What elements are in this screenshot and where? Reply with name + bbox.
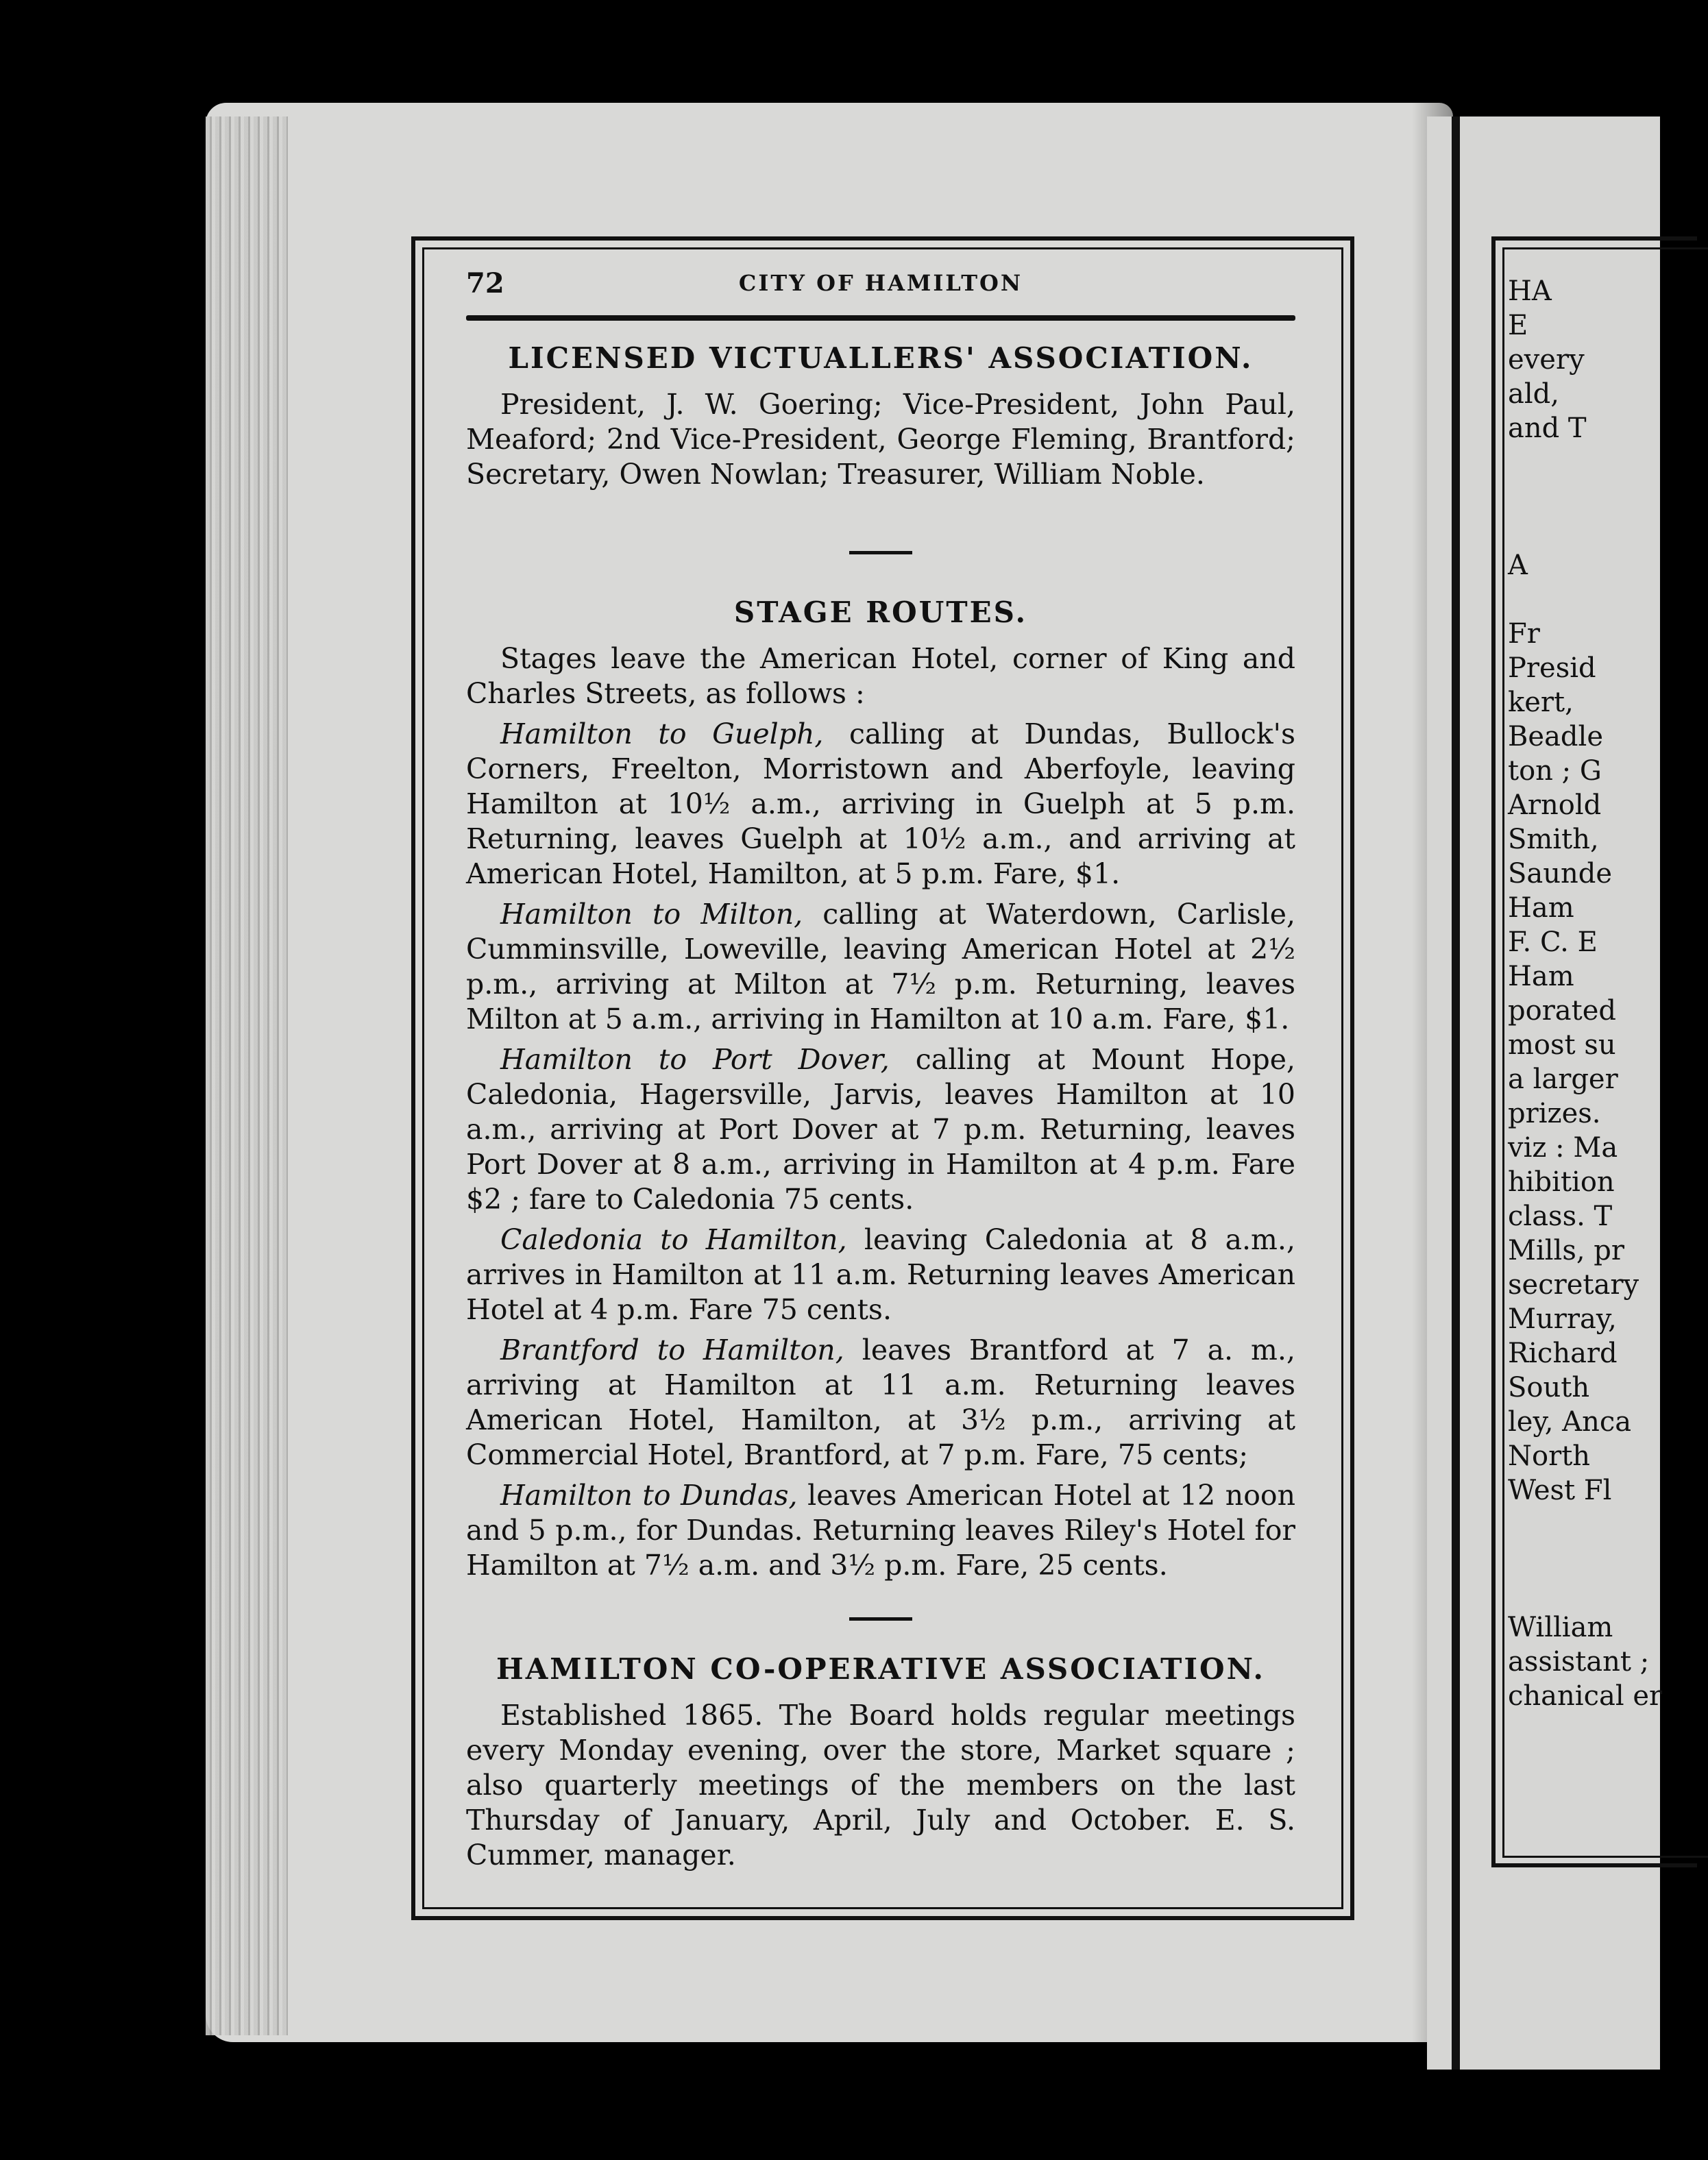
route-entry <box>466 1333 1295 1473</box>
page-edges <box>206 116 288 2035</box>
route-text: calling at Dundas, Bullock's Corners, Freelton, Morristown and Aberfoyle, leaving Hamilton at 10½ a.m., arriving in Guelph at 5 p.m. Returning, leaves Guelph at 10½ a.m., and arriving at American Hotel, Hamilton, at 5 p.m. Fare, $1. <box>466 717 1295 890</box>
facing-line: Presid <box>1508 652 1596 684</box>
facing-line: assistant ; <box>1508 1646 1650 1678</box>
facing-line: Smith, <box>1508 824 1599 855</box>
facing-line: Beadle <box>1508 721 1603 752</box>
section-body: President, J. W. Goering; Vice-President, John Paul, Meaford; 2nd Vice-President, George Fleming, Brantford; Secretary, Owen Nowlan; Treasurer, William Noble. <box>466 388 1295 491</box>
route-text: leaving Caledonia at 8 a.m., arrives in Hamilton at 11 a.m. Returning leaves American Hotel at 4 p.m. Fare 75 cents. <box>466 1223 1295 1326</box>
facing-line <box>1508 582 1659 617</box>
facing-line: A <box>1508 550 1528 581</box>
facing-line: West Fl <box>1508 1475 1612 1506</box>
facing-line: ald, <box>1508 378 1559 410</box>
route-entry <box>466 1223 1295 1327</box>
running-head <box>466 267 1295 306</box>
facing-line: porated <box>1508 995 1617 1027</box>
route-entry <box>466 897 1295 1037</box>
facing-line: Ham <box>1508 892 1574 924</box>
route-title: Hamilton to Guelph, <box>500 717 824 750</box>
facing-line: every <box>1508 344 1585 376</box>
page-content <box>466 267 1295 1873</box>
facing-line: viz : Ma <box>1508 1132 1618 1164</box>
section-heading: STAGE ROUTES. <box>733 596 1028 629</box>
section-heading: LICENSED VICTUALLERS' ASSOCIATION. <box>508 341 1254 375</box>
section-victuallers <box>466 341 1295 492</box>
route-text: calling at Waterdown, Carlisle, Cumminsville, Loweville, leaving American Hotel at 2½ p.m., arriving at Milton at 7½ p.m. Returning, leaves Milton at 5 a.m., arriving in Hamilton at 10 a.m. Fare, $1. <box>466 898 1296 1035</box>
facing-page-text <box>1508 274 1663 1713</box>
route-entry <box>466 1042 1295 1217</box>
facing-line: class. T <box>1508 1201 1613 1232</box>
route-title: Hamilton to Milton, <box>500 898 803 931</box>
section-heading: HAMILTON CO-OPERATIVE ASSOCIATION. <box>496 1652 1265 1686</box>
facing-line: prizes. <box>1508 1098 1601 1129</box>
facing-line <box>1508 1508 1659 1542</box>
facing-line <box>1508 445 1659 480</box>
facing-line: Richard <box>1508 1338 1618 1369</box>
routes-list <box>466 717 1295 1583</box>
facing-line <box>1508 1542 1659 1576</box>
facing-line: William <box>1508 1612 1613 1643</box>
facing-line: South <box>1508 1372 1590 1403</box>
stage-routes-intro: Stages leave the American Hotel, corner of King and Charles Streets, as follows : <box>466 642 1295 710</box>
facing-line: a larger <box>1508 1064 1618 1095</box>
facing-line: Ham <box>1508 961 1574 992</box>
facing-line: chanical er <box>1508 1680 1663 1712</box>
route-text: leaves American Hotel at 12 noon and 5 p.m., for Dundas. Returning leaves Riley's Hotel for Hamilton at 7½ a.m. and 3½ p.m. Fare, 25 cents. <box>466 1479 1295 1582</box>
facing-line: hibition <box>1508 1166 1615 1198</box>
route-title: Hamilton to Port Dover, <box>500 1043 890 1076</box>
facing-line <box>1508 1576 1659 1610</box>
section-body: Established 1865. The Board holds regular meetings every Monday evening, over the store, Market square ; also quarterly meetings of the members on the last Thursday of January, April, July and October. E. S. Cummer, manager. <box>466 1699 1295 1871</box>
facing-line: Saunde <box>1508 858 1613 889</box>
section-divider <box>849 1617 912 1621</box>
route-title: Brantford to Hamilton, <box>500 1334 844 1366</box>
facing-line: and T <box>1508 413 1587 444</box>
route-entry <box>466 1478 1295 1583</box>
route-text: leaves Brantford at 7 a. m., arriving at Hamilton at 11 a.m. Returning leaves American Hotel, Hamilton, at 3½ p.m., arriving at Commercial Hotel, Brantford, at 7 p.m. Fare, 75 cents; <box>466 1334 1295 1471</box>
facing-line: Murray, <box>1508 1303 1617 1335</box>
facing-line: HA <box>1508 275 1552 307</box>
route-title: Hamilton to Dundas, <box>500 1479 798 1512</box>
route-title: Caledonia to Hamilton, <box>500 1223 847 1256</box>
facing-line: North <box>1508 1440 1591 1472</box>
route-entry <box>466 717 1295 892</box>
facing-line <box>1508 514 1659 548</box>
book-gutter <box>1452 116 1460 2070</box>
facing-line: ley, Anca <box>1508 1406 1632 1438</box>
facing-line: Fr <box>1508 618 1540 650</box>
facing-line <box>1508 480 1659 514</box>
facing-line: E <box>1508 310 1528 341</box>
header-rule <box>466 315 1295 321</box>
section-stage-routes <box>466 596 1295 1583</box>
running-title: CITY OF HAMILTON <box>738 270 1023 296</box>
facing-line: most su <box>1508 1029 1616 1061</box>
facing-line: F. C. E <box>1508 926 1598 958</box>
facing-line: Mills, pr <box>1508 1235 1625 1266</box>
route-text: calling at Mount Hope, Caledonia, Hagersville, Jarvis, leaves Hamilton at 10 a.m., arriving at Port Dover at 7 p.m. Returning, leaves Port Dover at 8 a.m., arriving in Hamilton at 4 p.m. Fare $2 ; fare to Caledonia 75 cents. <box>466 1043 1295 1216</box>
section-cooperative <box>466 1652 1295 1873</box>
facing-line: secretary <box>1508 1269 1639 1301</box>
facing-line: Arnold <box>1508 789 1602 821</box>
page-number: 72 <box>466 267 504 299</box>
section-divider <box>849 551 912 554</box>
facing-line: kert, <box>1508 687 1574 718</box>
facing-line: ton ; G <box>1508 755 1602 787</box>
